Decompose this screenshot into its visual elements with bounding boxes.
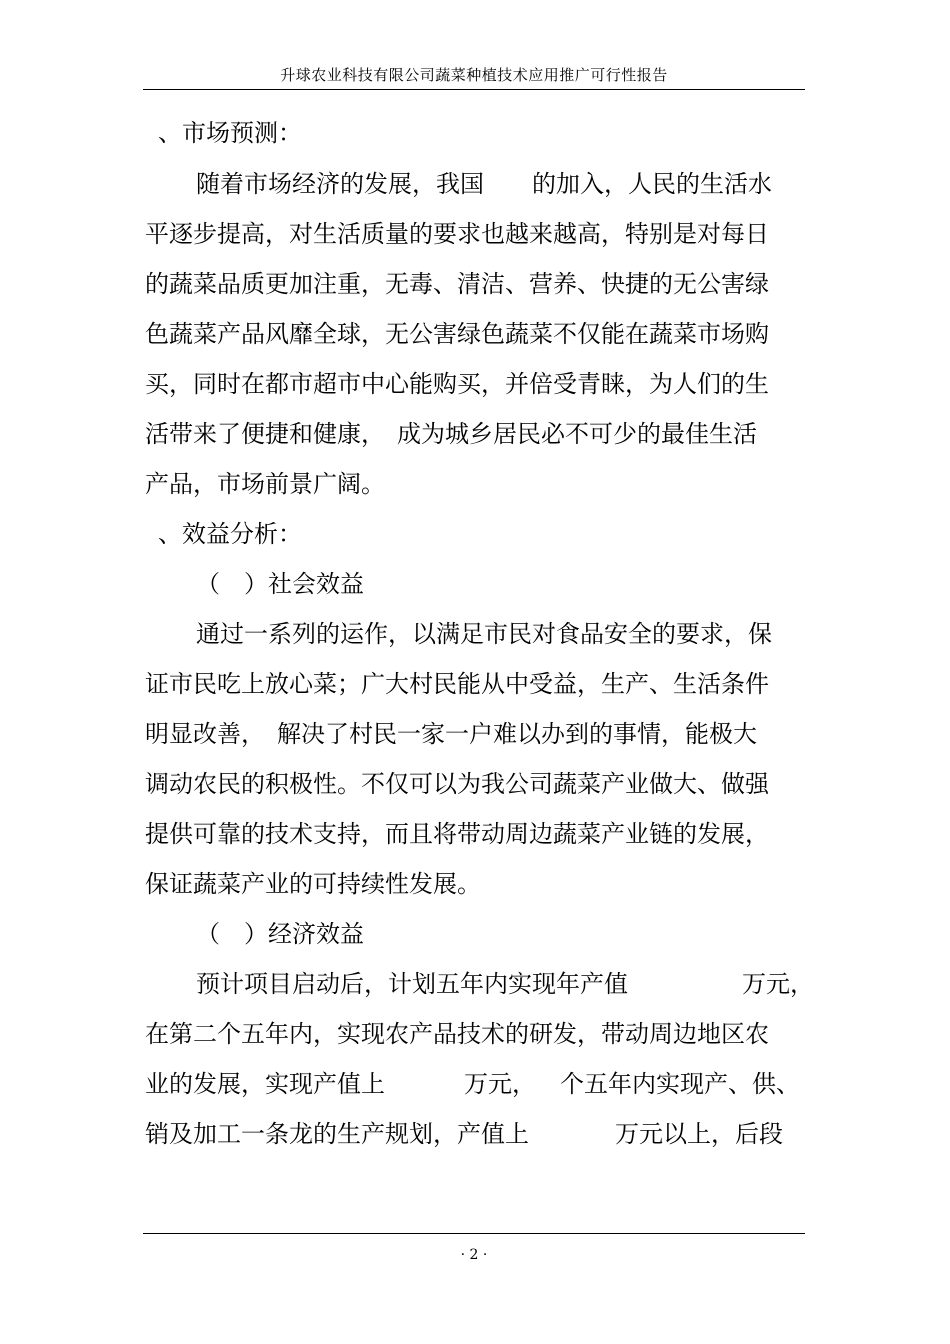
- header-rule: [143, 89, 805, 90]
- paragraph-line: 预计项目启动后，计划五年内实现年产值: [196, 970, 628, 998]
- social-benefit-heading: （ ）社会效益: [196, 570, 364, 598]
- paragraph-fragment: 万元以上，后段: [615, 1120, 783, 1148]
- paragraph-line: 活带来了便捷和健康， 成为城乡居民必不可少的最佳生活: [145, 420, 757, 448]
- paragraph-line: 平逐步提高，对生活质量的要求也越来越高，特别是对每日: [145, 220, 769, 248]
- running-header: 升球农业科技有限公司蔬菜种植技术应用推广可行性报告: [280, 66, 668, 84]
- paragraph-line: 随着市场经济的发展，我国 的加入，人民的生活水: [196, 170, 772, 198]
- economic-benefit-heading: （ ）经济效益: [196, 920, 364, 948]
- paragraph-line: 买，同时在都市超市中心能购买，并倍受青睐，为人们的生: [145, 370, 769, 398]
- paragraph-line: 提供可靠的技术支持，而且将带动周边蔬菜产业链的发展，: [145, 820, 769, 848]
- paragraph-line: 色蔬菜产品风靡全球，无公害绿色蔬菜不仅能在蔬菜市场购: [145, 320, 769, 348]
- page-number: · 2 ·: [460, 1247, 488, 1263]
- paragraph-line: 明显改善， 解决了村民一家一户难以办到的事情，能极大: [145, 720, 757, 748]
- paragraph-fragment: 万元，: [464, 1070, 536, 1098]
- paragraph-line: 产品，市场前景广阔。: [145, 470, 385, 498]
- paragraph-line: 业的发展，实现产值上: [145, 1070, 385, 1098]
- paragraph-line: 调动农民的积极性。不仅可以为我公司蔬菜产业做大、做强: [145, 770, 769, 798]
- paragraph-line: 证市民吃上放心菜；广大村民能从中受益，生产、生活条件: [145, 670, 769, 698]
- paragraph-line: 的蔬菜品质更加注重，无毒、清洁、营养、快捷的无公害绿: [145, 270, 769, 298]
- paragraph-fragment: 万元，: [742, 970, 814, 998]
- paragraph-fragment: 个五年内实现产、供、: [560, 1070, 800, 1098]
- benefit-analysis-heading: 、效益分析：: [158, 520, 302, 548]
- footer-rule: [143, 1233, 805, 1234]
- market-forecast-heading: 、市场预测：: [158, 119, 302, 147]
- paragraph-line: 保证蔬菜产业的可持续性发展。: [145, 870, 481, 898]
- paragraph-line: 在第二个五年内，实现农产品技术的研发，带动周边地区农: [145, 1020, 769, 1048]
- paragraph-line: 销及加工一条龙的生产规划，产值上: [145, 1120, 529, 1148]
- paragraph-line: 通过一系列的运作，以满足市民对食品安全的要求，保: [196, 620, 772, 648]
